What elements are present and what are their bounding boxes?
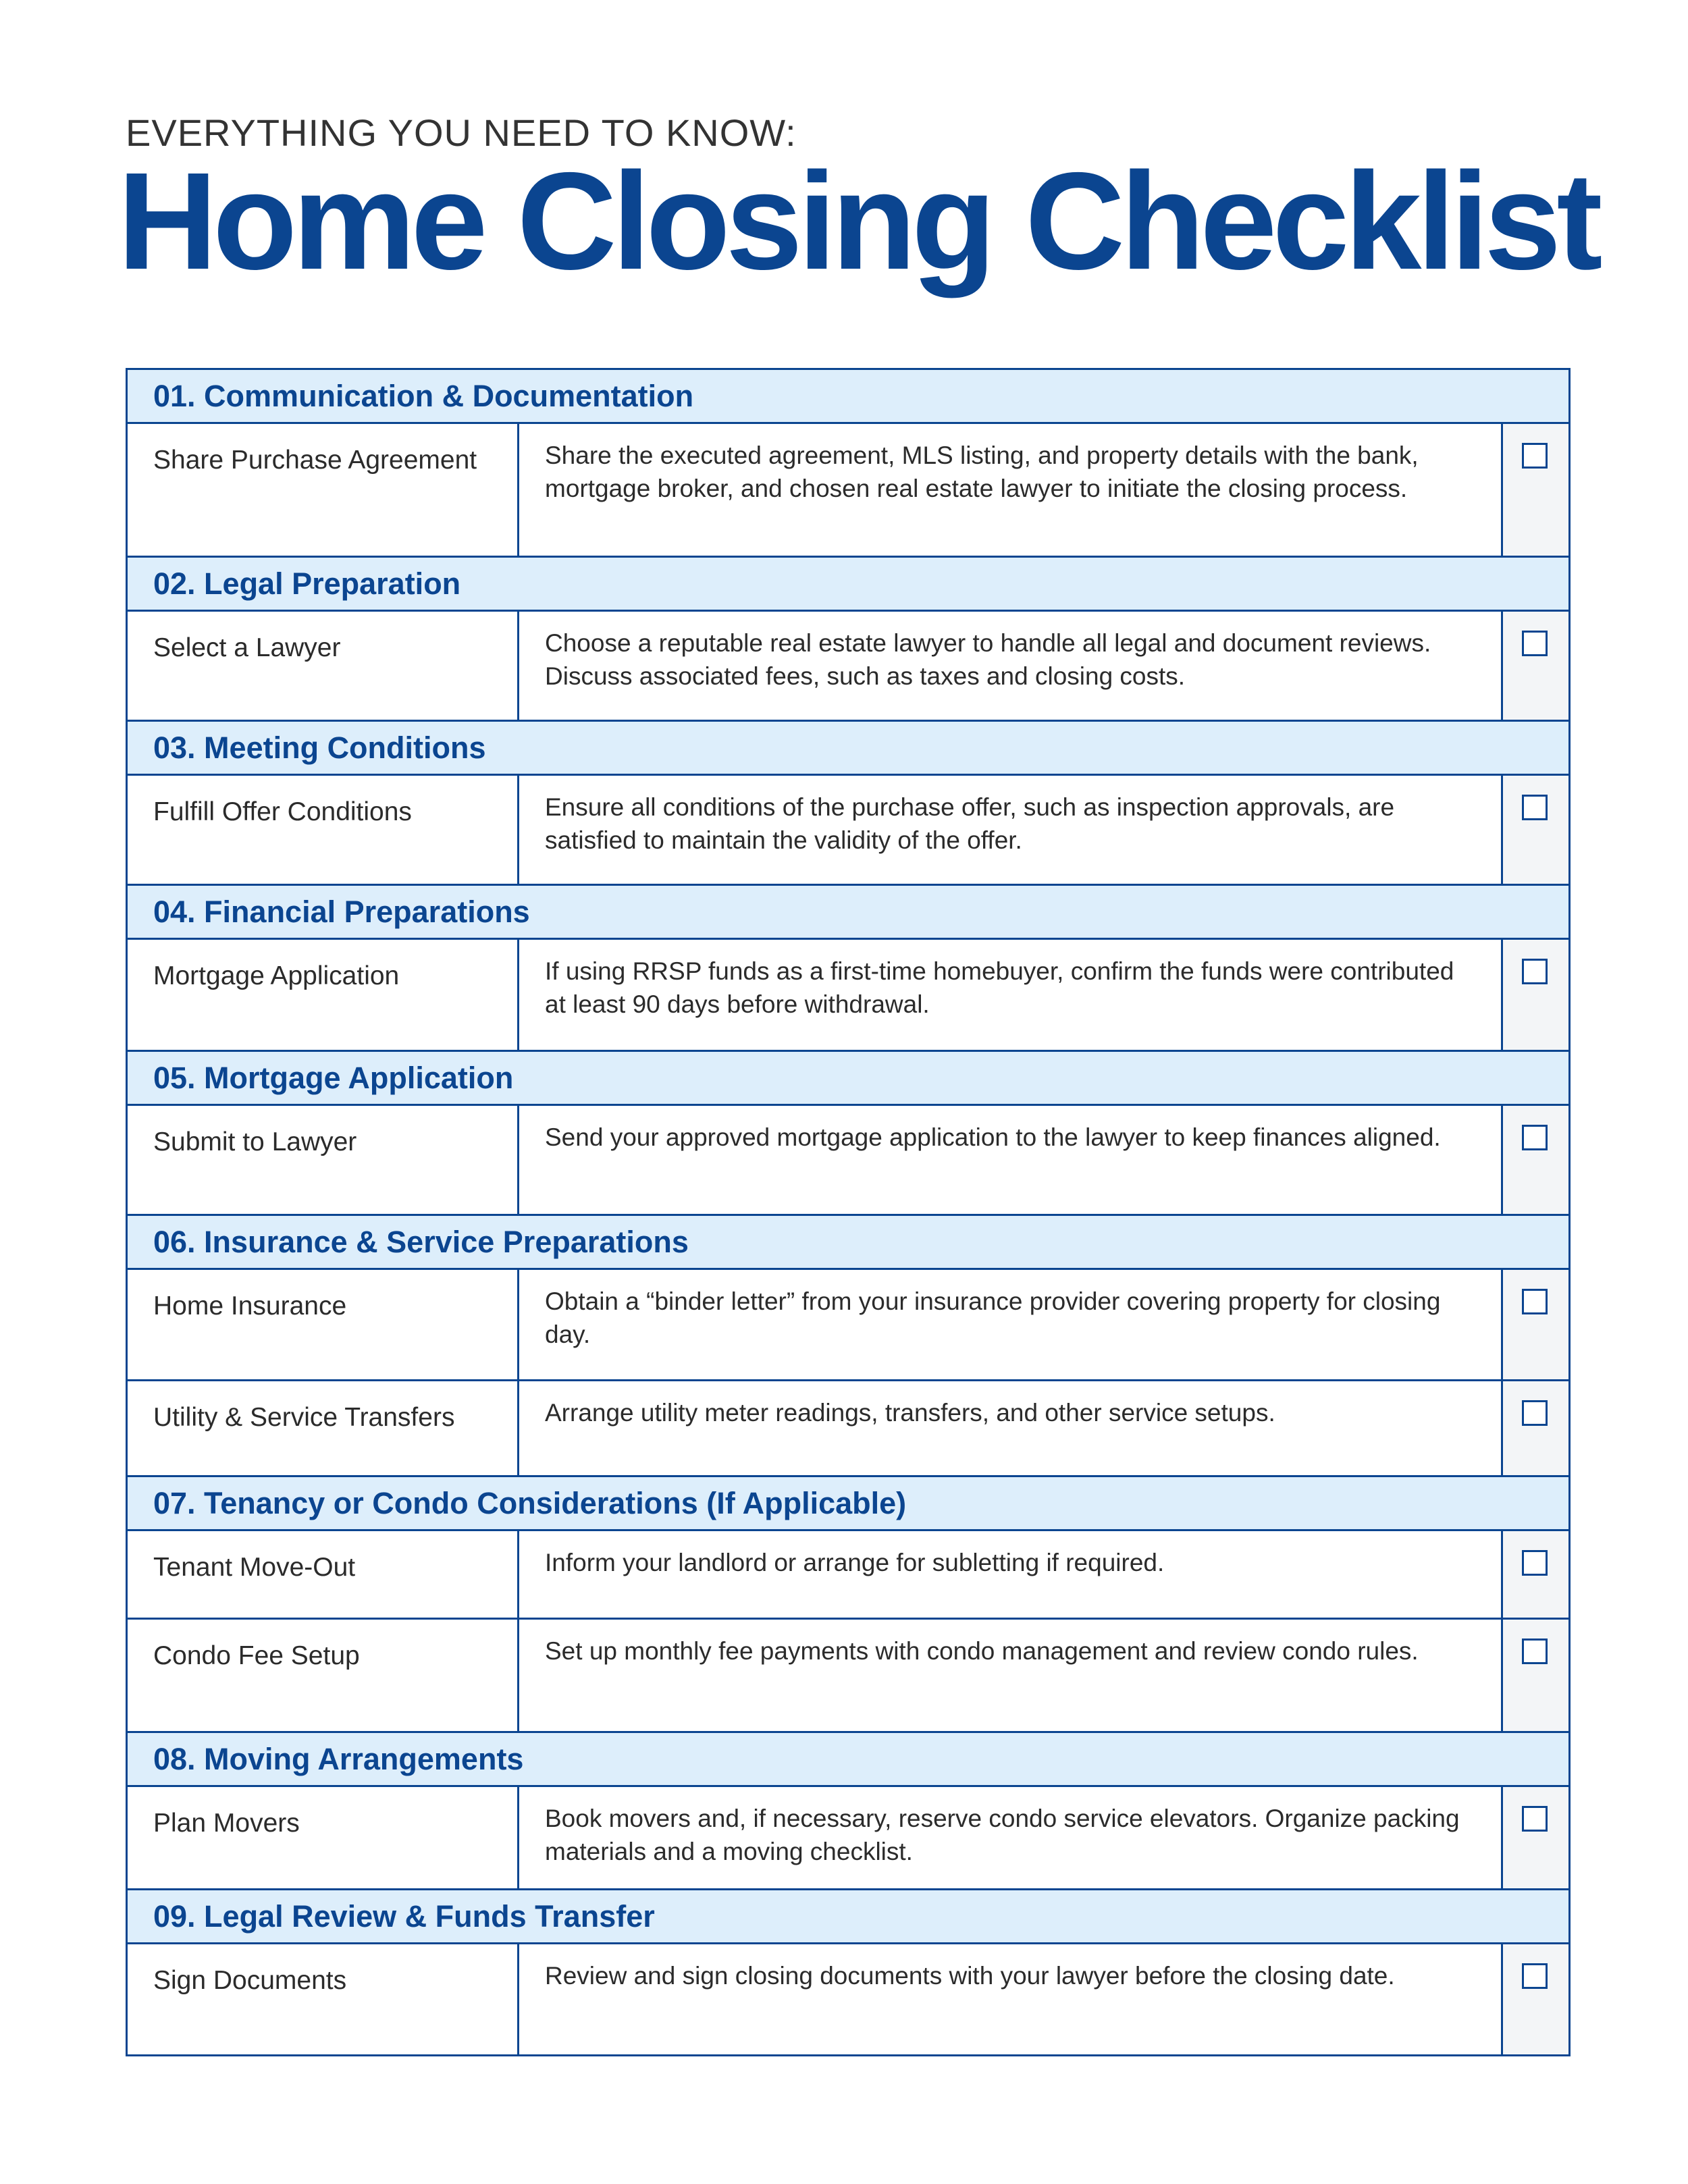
task-description: Obtain a “binder letter” from your insurance provider covering property for closing day. xyxy=(545,1287,1441,1348)
task-name: Tenant Move-Out xyxy=(128,1531,519,1618)
checkbox-cell xyxy=(1501,1381,1568,1475)
checklist-row xyxy=(128,776,1568,886)
task-name: Condo Fee Setup xyxy=(128,1620,519,1731)
task-checkbox[interactable] xyxy=(1522,1806,1548,1832)
task-checkbox[interactable] xyxy=(1522,1639,1548,1664)
task-checkbox[interactable] xyxy=(1522,1400,1548,1426)
checkbox-cell xyxy=(1501,1787,1568,1888)
checklist-row xyxy=(128,1787,1568,1890)
checkbox-cell xyxy=(1501,1620,1568,1731)
task-description: Review and sign closing documents with your lawyer before the closing date. xyxy=(545,1962,1395,1990)
task-checkbox[interactable] xyxy=(1522,1125,1548,1150)
task-checkbox[interactable] xyxy=(1522,959,1548,984)
checklist-row xyxy=(128,1106,1568,1216)
task-name: Utility & Service Transfers xyxy=(128,1381,519,1475)
checkbox-cell xyxy=(1501,1106,1568,1214)
checkbox-cell xyxy=(1501,940,1568,1050)
task-checkbox[interactable] xyxy=(1522,795,1548,820)
task-description: Book movers and, if necessary, reserve condo service elevators. Organize packing materials and a moving checklist. xyxy=(545,1805,1460,1865)
page-title: Home Closing Checklist xyxy=(117,144,1598,298)
checkbox-cell xyxy=(1501,612,1568,720)
checkbox-cell xyxy=(1501,1531,1568,1618)
task-name: Plan Movers xyxy=(128,1787,519,1888)
checklist-row xyxy=(128,424,1568,558)
task-name: Submit to Lawyer xyxy=(128,1106,519,1214)
task-checkbox[interactable] xyxy=(1522,1963,1548,1989)
checklist-row xyxy=(128,1270,1568,1381)
section-header: 01. Communication & Documentation xyxy=(128,370,1568,424)
task-checkbox[interactable] xyxy=(1522,1550,1548,1576)
section-header: 09. Legal Review & Funds Transfer xyxy=(128,1890,1568,1944)
task-name: Sign Documents xyxy=(128,1944,519,2054)
checklist-row xyxy=(128,612,1568,722)
checkbox-cell xyxy=(1501,424,1568,556)
task-description: Share the executed agreement, MLS listing, and property details with the bank, mortgage broker, and chosen real estate lawyer to initiate the closing process. xyxy=(545,442,1419,502)
checklist-row xyxy=(128,1944,1568,2054)
section-header: 04. Financial Preparations xyxy=(128,886,1568,940)
section-header: 03. Meeting Conditions xyxy=(128,722,1568,776)
task-description: Arrange utility meter readings, transfers, and other service setups. xyxy=(545,1399,1275,1427)
section-header: 08. Moving Arrangements xyxy=(128,1733,1568,1787)
section-header: 02. Legal Preparation xyxy=(128,558,1568,612)
task-description: Ensure all conditions of the purchase offer, such as inspection approvals, are satisfied to maintain the validity of the offer. xyxy=(545,793,1395,854)
task-description: Set up monthly fee payments with condo management and review condo rules. xyxy=(545,1637,1419,1665)
task-name: Select a Lawyer xyxy=(128,612,519,720)
checkbox-cell xyxy=(1501,1944,1568,2054)
section-header: 06. Insurance & Service Preparations xyxy=(128,1216,1568,1270)
task-name: Mortgage Application xyxy=(128,940,519,1050)
task-name: Share Purchase Agreement xyxy=(128,424,519,556)
checkbox-cell xyxy=(1501,1270,1568,1379)
task-description: If using RRSP funds as a first-time homebuyer, confirm the funds were contributed at least 90 days before withdrawal. xyxy=(545,957,1454,1018)
task-description: Inform your landlord or arrange for subletting if required. xyxy=(545,1549,1165,1576)
checklist-row xyxy=(128,1531,1568,1620)
section-header: 05. Mortgage Application xyxy=(128,1052,1568,1106)
task-checkbox[interactable] xyxy=(1522,443,1548,469)
section-header: 07. Tenancy or Condo Considerations (If Applicable) xyxy=(128,1477,1568,1531)
page-kicker: EVERYTHING YOU NEED TO KNOW: xyxy=(126,111,797,154)
task-checkbox[interactable] xyxy=(1522,1289,1548,1314)
task-checkbox[interactable] xyxy=(1522,631,1548,656)
checklist-row xyxy=(128,1620,1568,1733)
checkbox-cell xyxy=(1501,776,1568,884)
task-description: Choose a reputable real estate lawyer to handle all legal and document reviews. Discuss associated fees, such as taxes and closing costs. xyxy=(545,629,1431,690)
task-description: Send your approved mortgage application to the lawyer to keep finances aligned. xyxy=(545,1123,1441,1151)
task-name: Fulfill Offer Conditions xyxy=(128,776,519,884)
checklist-row xyxy=(128,1381,1568,1477)
task-name: Home Insurance xyxy=(128,1270,519,1379)
checklist-table xyxy=(126,368,1571,2056)
checklist-row xyxy=(128,940,1568,1052)
